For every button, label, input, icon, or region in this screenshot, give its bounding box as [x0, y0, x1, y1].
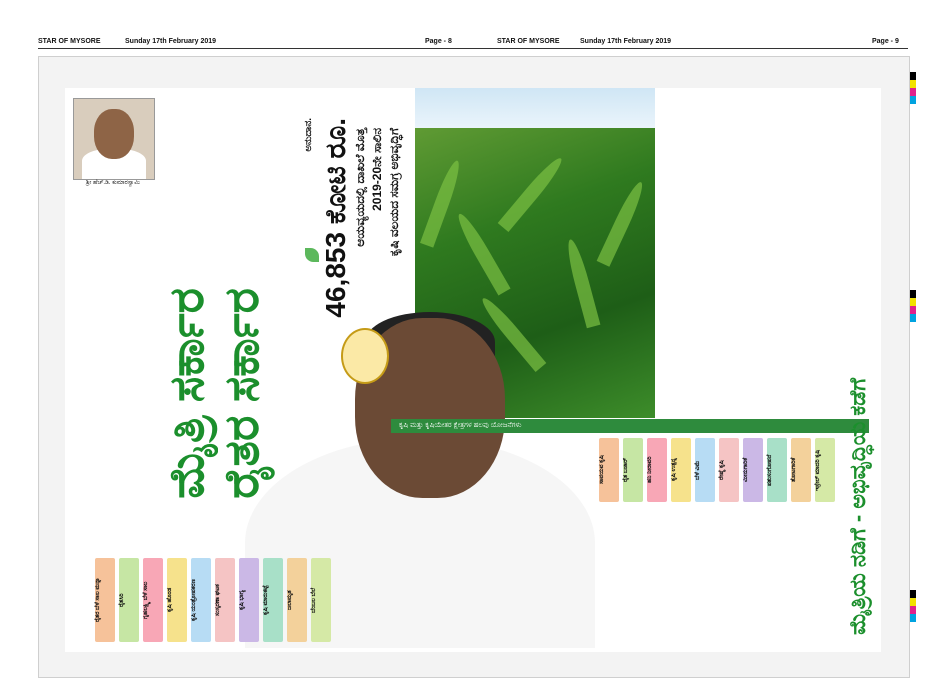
budget-line-3: ಆಯವ್ಯಯದಲ್ಲಿ ದಾಖಲೆ ಮೊತ್ತ: [353, 128, 367, 247]
budget-amount: 46,853 ಕೋಟಿ ರೂ.: [320, 118, 351, 318]
scheme-chip: ರೈತರ ಬೆಳೆ ಸಾಲ ಮನ್ನಾ: [95, 558, 115, 642]
budget-amount-suffix: ಅನುದಾನ.: [303, 118, 314, 152]
minister-photo: [73, 98, 155, 180]
scheme-chip: ಪಶುಸಂಗೋಪನೆ: [767, 438, 787, 502]
registration-marks: [910, 72, 916, 104]
scheme-chip: ಕೃಷಿ ಯಂತ್ರೋಪಕರಣ: [191, 558, 211, 642]
title-raitara-sarkara: ರೈತರ ಸರ್ಕಾರ: [216, 288, 269, 499]
scheme-chip: ತೋಟಗಾರಿಕೆ: [791, 438, 811, 502]
left-date: Sunday 17th February 2019: [125, 38, 217, 45]
scheme-chip: ರೇಷ್ಮೆ ಕೃಷಿ: [719, 438, 739, 502]
sprout-icon: [305, 248, 319, 262]
header-rule: [38, 48, 908, 49]
scheme-chip: ಗೃಹಲಕ್ಷ್ಮಿ ಬೆಳೆ ಸಾಲ: [143, 558, 163, 642]
corn-leaf: [597, 179, 648, 266]
title-maitri-sarkara: ಮೈತ್ರಿ ಸರ್ಕಾರ: [161, 288, 214, 499]
budget-line-1: ಕೃಷಿ ವಲಯದ ಸಮಗ್ರ ಅಭಿವೃದ್ಧಿಗೆ: [387, 128, 401, 257]
scheme-chip: ರೈತಸಿರಿ: [119, 558, 139, 642]
registration-marks: [910, 590, 916, 622]
footer-slogan: ಮೈತ್ರಿಯ ನಡಿಗೆ - ಅಭಿವೃದ್ಧಿಯ ಕಡೆಗೆ: [845, 378, 870, 635]
advertisement: [65, 88, 881, 652]
left-page-number: Page - 8: [425, 38, 452, 45]
scheme-chip: ರೈತ ಬಜಾರ್: [623, 438, 643, 502]
minister-caption: ಶ್ರೀ ಹೆಚ್.ಡಿ. ಕುಮಾರಸ್ವಾಮಿ: [86, 180, 140, 186]
right-page-number: Page - 9: [872, 38, 899, 45]
sky: [415, 88, 655, 128]
left-paper-name: STAR OF MYSORE: [38, 38, 101, 45]
scheme-chip: ಕೃಷಿ ಮಾರುಕಟ್ಟೆ: [263, 558, 283, 642]
scheme-chip: ಇಸ್ರೇಲ್ ಮಾದರಿ ಕೃಷಿ: [815, 438, 835, 502]
scheme-chip: ಕೃಷಿ ಉತ್ಪನ್ನ: [671, 438, 691, 502]
right-date: Sunday 17th February 2019: [580, 38, 672, 45]
registration-marks: [910, 290, 916, 322]
scheme-chip: ಜಲಾಮೃತ: [287, 558, 307, 642]
corn-leaf: [498, 154, 567, 232]
scheme-chip: ಕೃಷಿ ಹೊಂಡ: [167, 558, 187, 642]
scheme-chip: ಸಾವಯವ ಕೃಷಿ: [599, 438, 619, 502]
budget-line-2: 2019-20ನೇ ಸಾಲಿನ: [370, 128, 384, 211]
scheme-chip: ಮೀನುಗಾರಿಕೆ: [743, 438, 763, 502]
scheme-chip: ಸಂಸ್ಕರಣಾ ಘಟಕ: [215, 558, 235, 642]
corn-leaf: [420, 158, 464, 247]
right-paper-name: STAR OF MYSORE: [497, 38, 560, 45]
scheme-chip: ಬೆಳೆ ವಿಮೆ: [695, 438, 715, 502]
scheme-chip: ಕೃಷಿ ಭಾಗ್ಯ: [239, 558, 259, 642]
karnataka-emblem-icon: [341, 328, 389, 384]
schemes-strip: ಕೃಷಿ ಮತ್ತು ಕೃಷಿಯೇತರ ಕ್ಷೇತ್ರಗಳ ಹಲವು ಯೋಜನೆಗಳು: [391, 419, 869, 433]
minister-face: [94, 109, 134, 159]
scheme-chip: ಬೆಂಬಲ ಬೆಲೆ: [311, 558, 331, 642]
corn-leaf: [564, 238, 601, 329]
scheme-chip: ಹನಿ ನೀರಾವರಿ: [647, 438, 667, 502]
